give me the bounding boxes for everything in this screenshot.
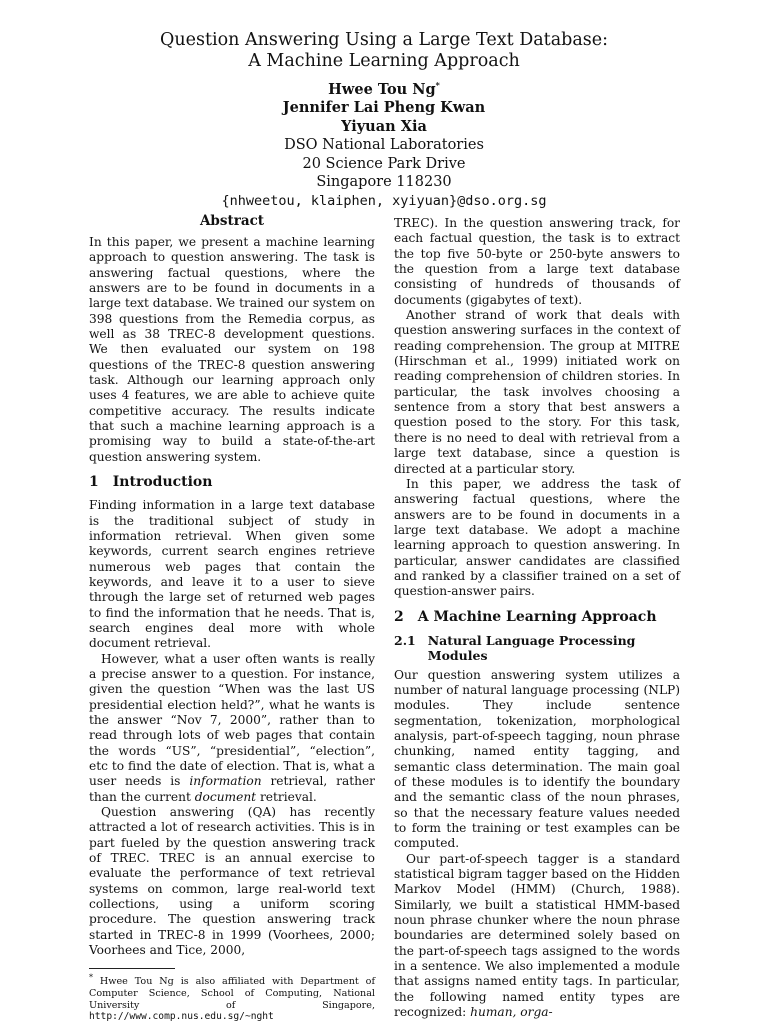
author-list — [0, 76, 768, 136]
paper-title-line-1: Question Answering Using a Large Text Database: — [159, 30, 608, 50]
paragraph: However, what a user often wants is really a precise answer to a question. For instance, given the question “When was the last US presidential election held?”, what he wants is the answer “Nov 7, 2000”, rather than to read through lots of web pages that contain the words “US”, “presidential”, “election”, etc to find the date of election. That is, what a user needs is information retrieval, rather than the current document retrieval. — [89, 651, 376, 804]
affiliation-line: 20 Science Park Drive — [302, 155, 466, 172]
paper-header — [0, 30, 768, 210]
author-name: Yiyuan Xia — [341, 117, 427, 135]
paragraph: Our part-of-speech tagger is a standard statistical bigram tagger based on the Hidden Markov Model (HMM) (Church, 1988). Similarly, we built a statistical HMM-based noun phrase chunker where the noun phrase boundaries are determined solely based on the part-of-speech tags assigned to the words in a sentence. We also implemented a module that assigns named entity tags. In particular, the following named entity types are recognized: human, orga- — [394, 851, 680, 1020]
paper-title-line-2: A Machine Learning Approach — [248, 51, 520, 71]
subsection-heading — [394, 633, 680, 663]
abstract-text: In this paper, we present a machine learning approach to question answering. The task is answering factual questions, where the answers are to be found in documents in a large text database. We trained our system on 398 questions from the Remedia corpus, as well as 38 TREC-8 development questions. We then evaluated our system on 198 questions of the TREC-8 question answering task. Although our learning approach only uses 4 features, we are able to achieve quite competitive accuracy. The results indicate that such a machine learning approach is a promising way to build a state-of-the-art question answering system. — [89, 235, 375, 464]
author-name: Jennifer Lai Pheng Kwan — [282, 99, 486, 117]
emphasis: information — [189, 774, 262, 789]
paragraph: In this paper, we address the task of answering factual questions, where the answers are to be found in documents in a large text database. We adopt a machine learning approach to question answering. In particular, answer candidates are classified and ranked by a classifier trained on a set of question-answer pairs. — [394, 476, 680, 599]
paragraph: Another strand of work that deals with question answering surfaces in the context of reading comprehension. The group at MITRE (Hirschman et al., 1999) initiated work on reading comprehension of children stories. In particular, the task involves choosing a sentence from a story that best answers a question posed to the story. For this task, there is no need to deal with retrieval from a large text database, since a question is directed at a particular story. — [394, 308, 680, 476]
abstract-heading: Abstract — [199, 213, 265, 229]
paragraph: Our question answering system utilizes a number of natural language processing (NLP) modules. They include sentence segmentation, tokenization, morphological analysis, part-of-speech tagging, noun phrase chunking, named entity tagging, and semantic class determination. The main goal of these modules is to identify the boundary and the semantic class of the noun phrases, so that the necessary feature values needed to form the training or test examples can be computed. — [394, 667, 680, 851]
paragraph: Finding information in a large text database is the traditional subject of study in information retrieval. When given some keywords, current search engines retrieve numerous web pages that contain the keywords, and leave it to a user to sieve through the large set of returned web pages to find the information that he needs. That is, search engines deal more with whole document retrieval. — [89, 498, 375, 651]
subsection-title: Natural Language Processing Modules — [427, 632, 636, 663]
author-email: {nhweetou, klaiphen, xyiyuan}@dso.org.sg — [221, 192, 547, 209]
right-column — [394, 216, 680, 1021]
paragraph: Question answering (QA) has recently attracted a lot of research activities. This is in part fueled by the question answering track of TREC. TREC is an annual exercise to evaluate the performance of text retrieval systems on common, large real-world text collections, using a uniform scoring procedure. The question answering track started in TREC-8 in 1999 (Voorhees, 2000; Voorhees and Tice, 2000, — [89, 805, 375, 958]
affiliation-line: Singapore 118230 — [316, 174, 452, 191]
subsection-number: 2.1 — [394, 632, 416, 648]
section-title: Introduction — [112, 474, 213, 491]
section-number: 1 — [89, 474, 99, 491]
section-heading — [394, 609, 680, 626]
footnote-mark: * — [89, 973, 93, 983]
section-number: 2 — [394, 608, 404, 625]
affiliation-line: DSO National Laboratories — [284, 137, 484, 154]
emphasis: document — [194, 789, 257, 804]
author-name: Hwee Tou Ng* — [328, 80, 440, 98]
footnote: * Hwee Tou Ng is also affiliated with Department of Computer Science, School of Computing, National University of Singapore, http://www.comp.nus.edu.sg/~nght — [89, 973, 375, 1023]
emphasis: human, orga- — [470, 1005, 553, 1020]
section-title: A Machine Learning Approach — [417, 608, 657, 625]
footnote-rule — [89, 968, 175, 969]
author-footnote-mark: * — [435, 80, 440, 90]
paragraph: TREC). In the question answering track, for each factual question, the task is to extract the top five 50-byte or 250-byte answers to the question from a large text database consisting of hundreds of thousands of documents (gigabytes of text). — [394, 216, 680, 307]
left-column — [89, 213, 375, 1023]
footnote-url: http://www.comp.nus.edu.sg/~nght — [89, 1011, 274, 1023]
section-heading — [89, 474, 375, 491]
